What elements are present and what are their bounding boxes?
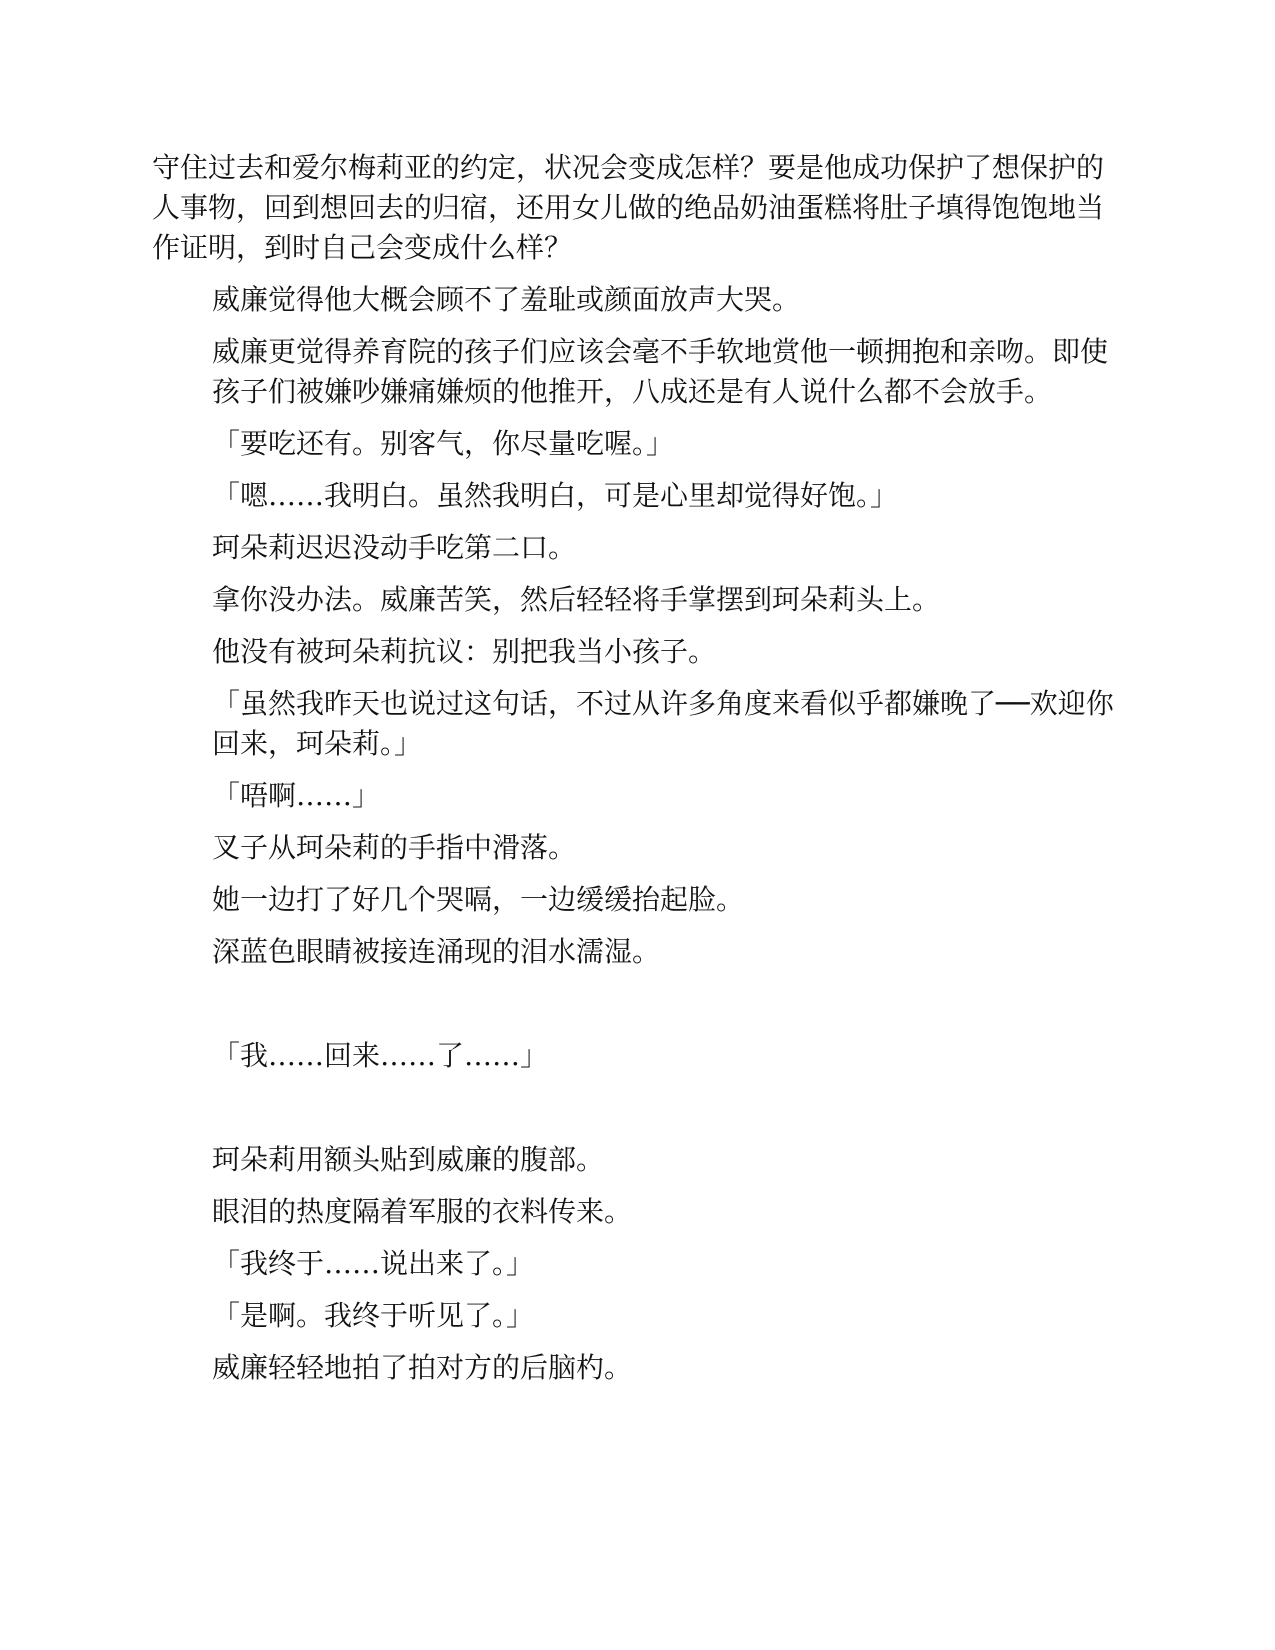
paragraph-continuation: 守住过去和爱尔梅莉亚的约定，状况会变成怎样？要是他成功保护了想保护的人事物，回到想回去的归宿，还用女儿做的绝品奶油蛋糕将肚子填得饱饱地当作证明，到时自己会变成什么样？ (152, 151, 1105, 264)
paragraph: 珂朵莉迟迟没动手吃第二口。 (212, 531, 577, 564)
dialogue-line: 「我终于……说出来了。」 (212, 1247, 535, 1280)
paragraph: 眼泪的热度隔着军服的衣料传来。 (212, 1195, 633, 1228)
paragraph: 深蓝色眼睛被接连涌现的泪水濡湿。 (212, 935, 661, 968)
paragraph: 威廉觉得他大概会顾不了羞耻或颜面放声大哭。 (212, 283, 801, 316)
novel-text-body (152, 148, 1127, 1400)
paragraph: 威廉轻轻地拍了拍对方的后脑杓。 (212, 1351, 633, 1384)
paragraph: 他没有被珂朵莉抗议：别把我当小孩子。 (212, 635, 717, 668)
paragraph: 叉子从珂朵莉的手指中滑落。 (212, 831, 577, 864)
dialogue-line: 「唔啊……」 (212, 779, 381, 812)
dialogue-line: 「要吃还有。别客气，你尽量吃喔。」 (212, 427, 675, 460)
paragraph: 她一边打了好几个哭嗝，一边缓缓抬起脸。 (212, 883, 745, 916)
paragraph: 威廉更觉得养育院的孩子们应该会毫不手软地赏他一顿拥抱和亲吻。即使孩子们被嫌吵嫌痛嫌烦的他推开，八成还是有人说什么都不会放手。 (212, 335, 1109, 408)
dialogue-line: 「我……回来……了……」 (212, 1039, 549, 1072)
dialogue-line: 「嗯……我明白。虽然我明白，可是心里却觉得好饱。」 (212, 479, 899, 512)
paragraph: 珂朵莉用额头贴到威廉的腹部。 (212, 1143, 605, 1176)
paragraph: 拿你没办法。威廉苦笑，然后轻轻将手掌摆到珂朵莉头上。 (212, 583, 941, 616)
dialogue-line: 「是啊。我终于听见了。」 (212, 1299, 535, 1332)
dialogue-line: 「虽然我昨天也说过这句话，不过从许多角度来看似乎都嫌晚了──欢迎你回来，珂朵莉。」 (212, 687, 1114, 760)
